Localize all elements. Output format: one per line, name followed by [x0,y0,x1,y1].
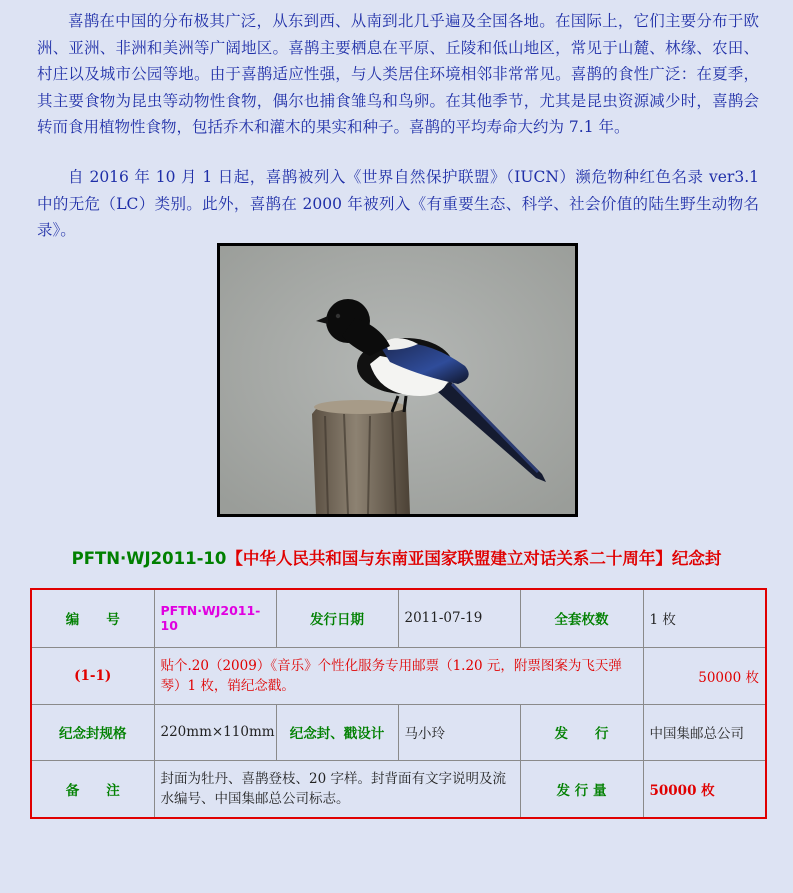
item-label: (1-1) [31,647,154,704]
table-row [31,589,766,647]
spec-label: 纪念封规格 [31,704,154,760]
set-count-value: 1 枚 [643,589,766,647]
design-value: 马小玲 [398,704,520,760]
volume-value: 50000 枚 [643,760,766,818]
number-value: PFTN·WJ2011-10 [154,589,276,647]
issuer-value: 中国集邮总公司 [643,704,766,760]
spec-value: 220mm×110mm [154,704,276,760]
table-row [31,760,766,818]
intro-paragraph-2: 自 2016 年 10 月 1 日起，喜鹊被列入《世界自然保护联盟》（IUCN）濒危物种红色名录 ver3.1 中的无危（LC）类别。此外，喜鹊在 2000 年被列入《有重要生态、科学、社会价值的陆生野生动物名录》。 [37,168,759,239]
table-row [31,647,766,704]
table-row [31,704,766,760]
note-value: 封面为牡丹、喜鹊登枝、20 字样。封背面有文字说明及流水编号、中国集邮总公司标志。 [154,760,520,818]
item-description: 贴个.20（2009）《音乐》个性化服务专用邮票（1.20 元，附票图案为飞天弹琴）1 枚，销纪念戳。 [154,647,643,704]
issuer-label: 发 行 [520,704,643,760]
issue-date-label: 发行日期 [276,589,398,647]
cover-name: 【中华人民共和国与东南亚国家联盟建立对话关系二十周年】纪念封 [226,549,722,568]
design-label: 纪念封、戳设计 [276,704,398,760]
note-label: 备 注 [31,760,154,818]
issue-date-value: 2011-07-19 [398,589,520,647]
intro-paragraph-1: 喜鹊在中国的分布极其广泛，从东到西、从南到北几乎遍及全国各地。在国际上，它们主要分布于欧洲、亚洲、非洲和美洲等广阔地区。喜鹊主要栖息在平原、丘陵和低山地区，常见于山麓、林缘、农田、村庄以及城市公园等地。由于喜鹊适应性强，与人类居住环境相邻非常常见。喜鹊的食性广泛：在夏季，其主要食物为昆虫等动物性食物，偶尔也捕食雏鸟和鸟卵。在其他季节，尤其是昆虫资源减少时，喜鹊会转而食用植物性食物，包括乔木和灌木的果实和种子。喜鹊的平均寿命大约为 7.1 年。 [37,12,759,136]
set-count-label: 全套枚数 [520,589,643,647]
cover-title [0,545,793,569]
magpie-photo [217,243,578,517]
cover-code: PFTN·WJ2011-10 [71,549,227,568]
cover-info-table [30,588,767,819]
number-label: 编 号 [31,589,154,647]
volume-label: 发 行 量 [520,760,643,818]
item-quantity: 50000 枚 [643,647,766,704]
